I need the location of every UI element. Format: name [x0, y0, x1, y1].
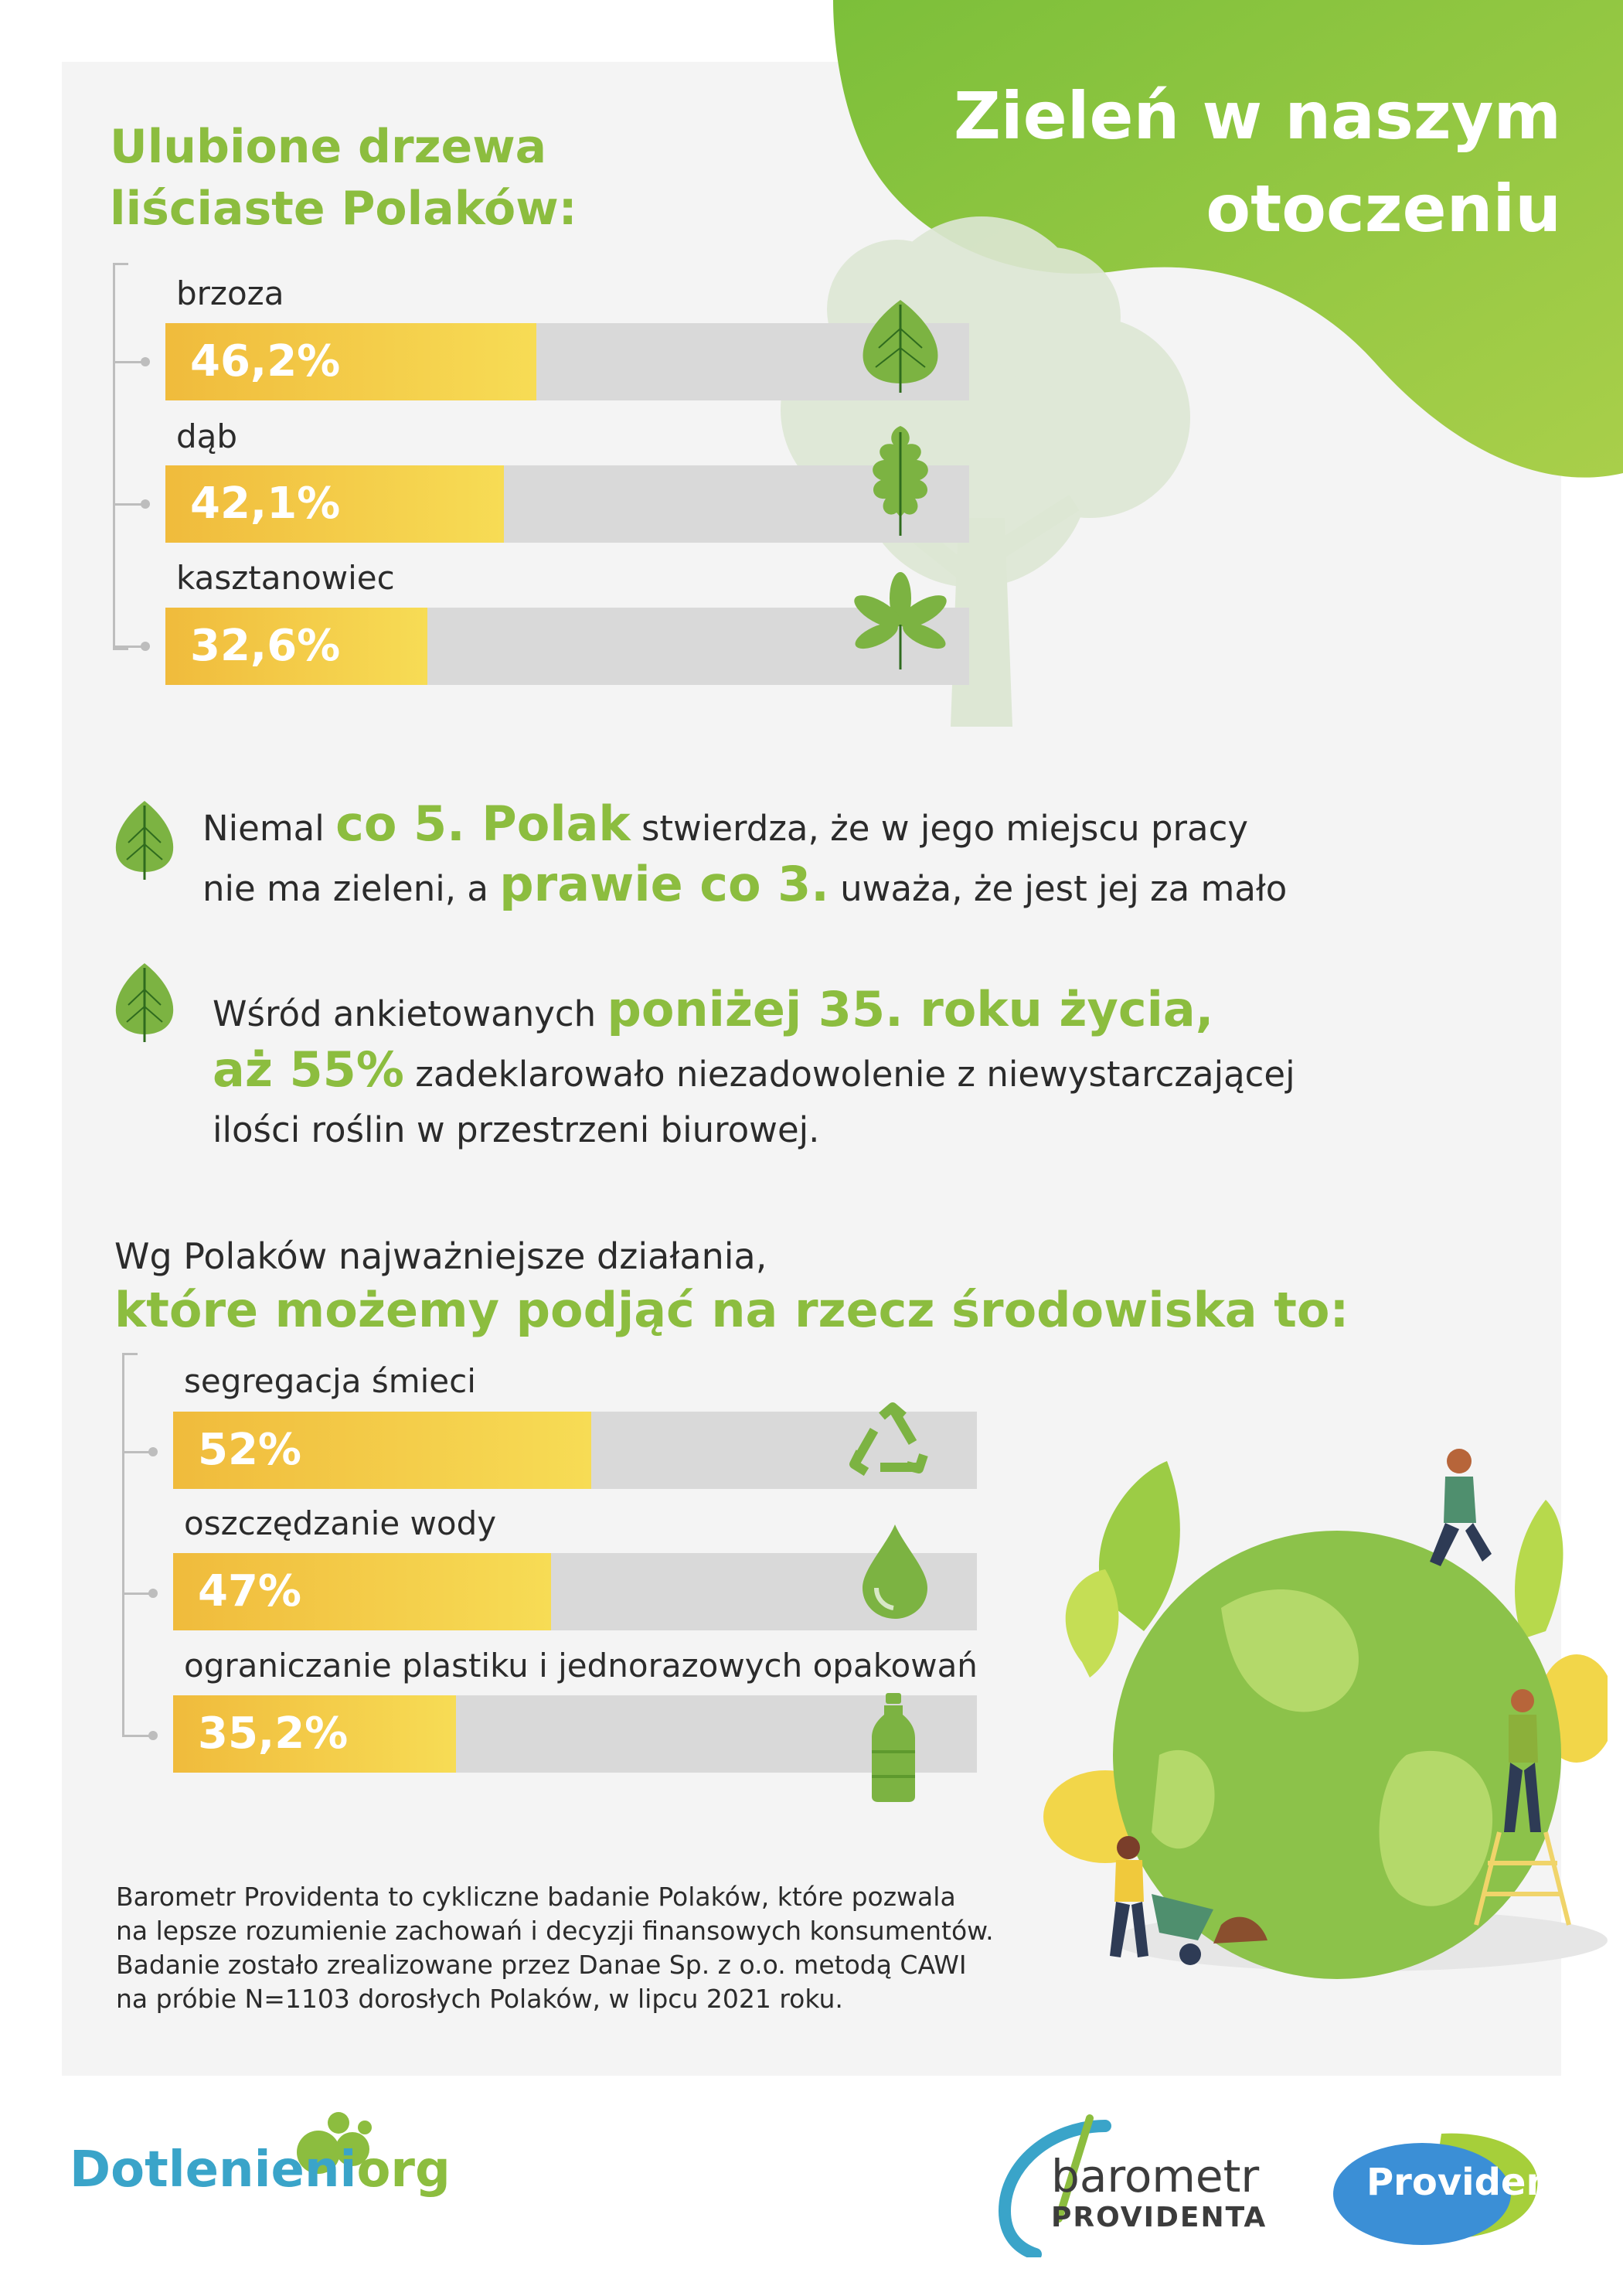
action-connector-dot	[148, 1589, 158, 1598]
tree-label: brzoza	[176, 274, 284, 312]
fact-2	[213, 982, 1295, 1158]
tree-connector-dot	[141, 357, 150, 366]
globe-illustration	[1036, 1430, 1608, 2010]
tree-label: kasztanowiec	[176, 559, 395, 597]
trees-heading-line-2: liściaste Polaków:	[110, 182, 577, 236]
footnote-line: Barometr Providenta to cykliczne badanie Polaków, które pozwala	[116, 1882, 956, 1912]
footnote-line: na próbie N=1103 dorosłych Polaków, w lipcu 2021 roku.	[116, 1984, 843, 2014]
fact-highlight: aż 55%	[213, 1041, 404, 1098]
dotlenieni-logo-suffix: org	[356, 2141, 451, 2199]
tree-bar-track	[165, 465, 969, 543]
fact-highlight: prawie co 3.	[499, 856, 829, 912]
leaf-bullet-icon	[110, 796, 179, 881]
dotlenieni-logo[interactable]	[70, 2141, 451, 2199]
fact-1-line-1	[202, 796, 1287, 857]
fact-text: zadeklarowało niezadowolenie z niewystarczającej	[403, 1054, 1295, 1095]
footnote	[116, 1880, 994, 2016]
action-label: ograniczanie plastiku i jednorazowych opakowań	[184, 1647, 978, 1685]
action-bar-track	[173, 1695, 977, 1773]
trees-bracket	[113, 263, 115, 649]
tree-value-label: 46,2%	[190, 336, 341, 387]
title-line-1: Zieleń w naszym	[954, 78, 1561, 154]
fact-2-line-1	[213, 982, 1295, 1042]
fact-text: uważa, że jest jej za mało	[829, 868, 1288, 909]
fact-highlight: co 5. Polak	[335, 795, 631, 852]
water-drop-icon	[858, 1521, 932, 1622]
barometr-logo-line-2: PROVIDENTA	[1051, 2202, 1267, 2233]
actions-heading-line-1: Wg Polaków najważniejsze działania,	[114, 1235, 767, 1277]
plastic-bottle-icon	[867, 1691, 920, 1804]
action-connector-dot	[148, 1447, 158, 1456]
fact-highlight: poniżej 35. roku życia,	[607, 981, 1214, 1037]
action-value-label: 52%	[198, 1425, 302, 1475]
fact-text: nie ma zieleni, a	[202, 868, 500, 909]
action-label: oszczędzanie wody	[184, 1504, 497, 1542]
tree-label: dąb	[176, 417, 238, 455]
tree-connector-dot	[141, 642, 150, 651]
action-connector-dot	[148, 1731, 158, 1740]
trees-heading	[110, 116, 577, 240]
provident-logo[interactable]: Provident	[1366, 2161, 1570, 2204]
tree-connector-dot	[141, 499, 150, 509]
fact-text: Niemal	[202, 808, 336, 849]
trees-heading-line-1: Ulubione drzewa	[110, 120, 547, 174]
footnote-line: na lepsze rozumienie zachowań i decyzji finansowych konsumentów.	[116, 1916, 994, 1946]
fact-2-line-3	[213, 1102, 1295, 1158]
actions-heading-line-2: które możemy podjąć na rzecz środowiska to:	[114, 1282, 1349, 1338]
chestnut-leaf-icon	[846, 572, 954, 673]
fact-text: stwierdza, że w jego miejscu pracy	[630, 808, 1248, 849]
fact-1	[202, 796, 1287, 917]
leaf-bullet-icon	[110, 959, 179, 1044]
fact-2-line-2	[213, 1042, 1295, 1102]
fact-text: Wśród ankietowanych	[213, 993, 607, 1034]
person-watering	[1430, 1449, 1492, 1566]
footnote-line: Badanie zostało zrealizowane przez Danae Sp. z o.o. metodą CAWI	[116, 1950, 967, 1980]
action-value-label: 47%	[198, 1566, 302, 1616]
page-title	[954, 70, 1561, 255]
birch-leaf-icon	[854, 294, 947, 394]
action-label: segregacja śmieci	[184, 1362, 476, 1400]
recycle-icon	[846, 1401, 939, 1494]
action-value-label: 35,2%	[198, 1708, 349, 1759]
actions-bracket-top	[122, 1353, 138, 1355]
barometr-logo-line-1: barometr	[1051, 2150, 1260, 2202]
fact-1-line-2	[202, 857, 1287, 917]
tree-value-label: 42,1%	[190, 479, 341, 529]
oak-leaf-icon	[858, 421, 943, 537]
title-line-2: otoczeniu	[1206, 171, 1561, 247]
tree-value-label: 32,6%	[190, 621, 341, 671]
trees-bracket-top	[113, 263, 128, 265]
tree-bar-track	[165, 323, 969, 400]
dotlenieni-logo-main: Dotlenieni	[70, 2141, 357, 2199]
trees-bracket-bottom	[113, 648, 128, 650]
action-bar-track	[173, 1553, 977, 1630]
actions-bracket	[122, 1353, 124, 1736]
fact-text: ilości roślin w przestrzeni biurowej.	[213, 1109, 820, 1150]
